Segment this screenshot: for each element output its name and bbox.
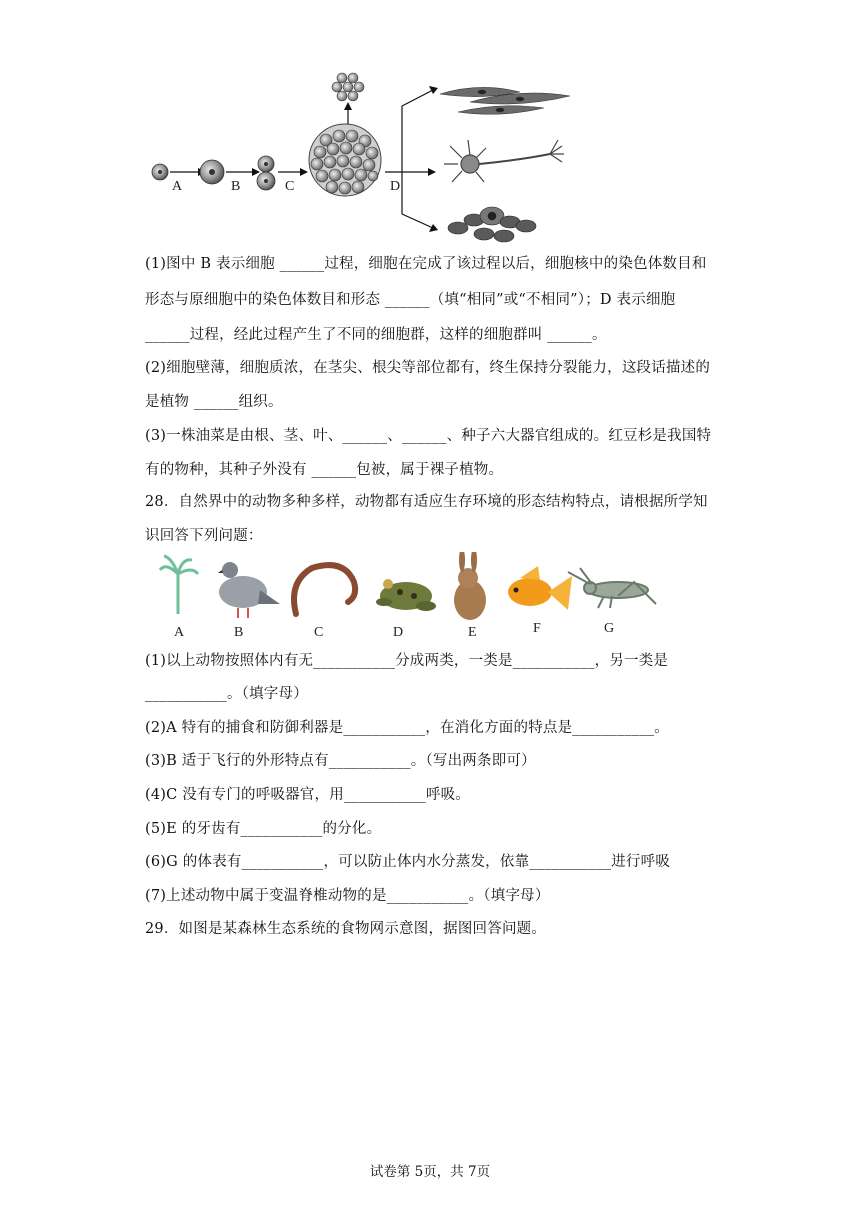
label-a: A: [172, 179, 183, 194]
q28-intro-line-1: 28．自然界中的动物多种多样，动物都有适应生存环境的形态结构特点，请根据所学知: [145, 494, 708, 510]
q27-line-5: 是植物 ______组织。: [145, 394, 283, 410]
hydra-image: [160, 556, 198, 614]
q27-line-6: (3)一株油菜是由根、茎、叶、______、______、种子六大器官组成的。红豆杉是我国特: [145, 428, 712, 444]
q27-line-4: (2)细胞壁薄，细胞质浓，在茎尖、根尖等部位都有，终生保持分裂能力，这段话描述的: [145, 360, 711, 376]
blood-cells: [448, 207, 536, 242]
q28-line-6: (5)E 的牙齿有___________的分化。: [145, 821, 382, 837]
label-d: D: [390, 179, 401, 194]
q28-line-3: (2)A 特有的捕食和防御利器是___________，在消化方面的特点是___________。: [145, 720, 669, 736]
cell-division-figure: [140, 68, 590, 248]
q28-line-7: (6)G 的体表有___________，可以防止体内水分蒸发，依靠___________进行呼吸: [145, 854, 671, 870]
cell-cluster: [309, 124, 381, 196]
q27-line-2: 形态与原细胞中的染色体数目和形态 ______（填“相同”或“不相同”）；D 表示细胞: [145, 292, 676, 308]
frog-image: [376, 579, 436, 611]
q29-intro: 29．如图是某森林生态系统的食物网示意图，据图回答问题。: [145, 921, 547, 937]
q27-line-3: ______过程，经此过程产生了不同的细胞群，这样的细胞群叫 ______。: [145, 327, 607, 343]
page-footer: 试卷第 5页，共 7页: [369, 1164, 491, 1180]
q28-line-1: (1)以上动物按照体内有无___________分成两类，一类是___________，另一类是: [145, 653, 669, 669]
q27-line-1: (1)图中 B 表示细胞 ______过程，细胞在完成了该过程以后，细胞核中的染色体数目和: [145, 256, 707, 272]
q28-line-4: (3)B 适于飞行的外形特点有___________。（写出两条即可）: [145, 753, 536, 769]
grasshopper-image: [568, 568, 656, 608]
q27-line-7: 有的物种，其种子外没有 ______包被，属于裸子植物。: [145, 462, 504, 478]
rabbit-image: [454, 552, 486, 620]
earthworm-image: [294, 565, 355, 614]
label-b: B: [231, 179, 241, 194]
animal-label-b: B: [234, 625, 244, 640]
animal-label-c: C: [314, 625, 324, 640]
q28-line-5: (4)C 没有专门的呼吸器官，用___________呼吸。: [145, 787, 470, 803]
animal-label-d: D: [393, 625, 404, 640]
animals-figure: [148, 552, 668, 642]
goldfish-image: [508, 566, 572, 610]
q28-intro-line-2: 识回答下列问题：: [145, 528, 263, 544]
muscle-cells: [440, 87, 570, 114]
animal-label-f: F: [533, 621, 541, 636]
pigeon-image: [218, 562, 280, 618]
animal-label-a: A: [174, 625, 185, 640]
neuron-cell: [444, 140, 564, 182]
label-c: C: [285, 179, 295, 194]
small-cell-cluster: [332, 73, 364, 101]
q28-line-2: ___________。（填字母）: [145, 686, 308, 702]
q28-line-8: (7)上述动物中属于变温脊椎动物的是___________。（填字母）: [145, 888, 550, 904]
animal-label-g: G: [604, 621, 615, 636]
animal-label-e: E: [468, 625, 477, 640]
